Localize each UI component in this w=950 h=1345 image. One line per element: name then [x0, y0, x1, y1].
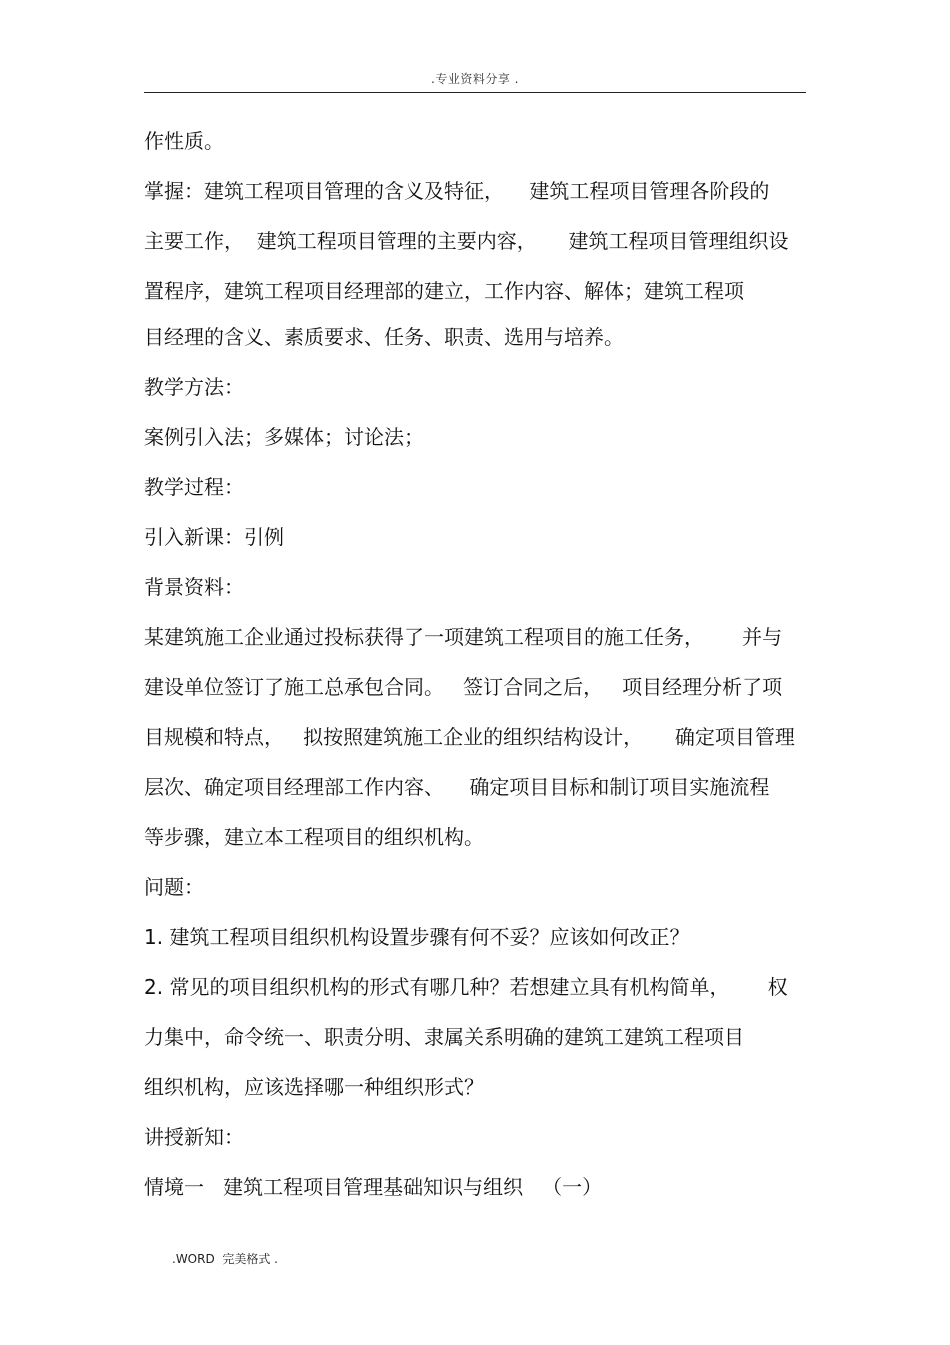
body-line: 主要工作， 建筑工程项目管理的主要内容， 建筑工程项目管理组织设 — [144, 229, 789, 253]
body-line: 情境一 建筑工程项目管理基础知识与组织 （一） — [144, 1175, 603, 1199]
body-line: 建设单位签订了施工总承包合同。 签订合同之后， 项目经理分析了项 — [144, 675, 783, 699]
document-body — [144, 124, 814, 1220]
body-line: 作性质。 — [144, 129, 224, 153]
body-line: 层次、确定项目经理部工作内容、 确定项目目标和制订项目实施流程 — [144, 775, 770, 799]
body-line: 置程序，建筑工程项目经理部的建立，工作内容、解体；建筑工程项 — [144, 279, 744, 303]
page-header — [144, 68, 806, 93]
body-line: 案例引入法；多媒体；讨论法； — [144, 425, 424, 449]
body-line: 组织机构，应该选择哪一种组织形式？ — [144, 1075, 484, 1099]
body-line: 教学方法： — [144, 375, 244, 399]
body-line: 目规模和特点， 拟按照建筑施工企业的组织结构设计， 确定项目管理 — [144, 725, 795, 749]
header-text: .专业资料分享 . — [431, 72, 519, 86]
body-line: 问题： — [144, 875, 204, 899]
body-line: 等步骤，建立本工程项目的组织机构。 — [144, 825, 484, 849]
page-footer: .WORD 完美格式 . — [172, 1252, 278, 1266]
body-line: 讲授新知： — [144, 1125, 244, 1149]
body-line: 教学过程： — [144, 475, 244, 499]
body-line: 力集中，命令统一、职责分明、隶属关系明确的建筑工建筑工程项目 — [144, 1025, 744, 1049]
body-line: 背景资料： — [144, 575, 244, 599]
body-line: 目经理的含义、素质要求、任务、职责、选用与培养。 — [144, 325, 624, 349]
body-line: 掌握：建筑工程项目管理的含义及特征， 建筑工程项目管理各阶段的 — [144, 179, 770, 203]
body-line: 某建筑施工企业通过投标获得了一项建筑工程项目的施工任务， 并与 — [144, 625, 783, 649]
body-line: 1. 建筑工程项目组织机构设置步骤有何不妥？应该如何改正？ — [144, 925, 690, 949]
body-line: 2. 常见的项目组织机构的形式有哪几种？若想建立具有机构简单， 权 — [144, 975, 788, 999]
body-line: 引入新课：引例 — [144, 525, 284, 549]
